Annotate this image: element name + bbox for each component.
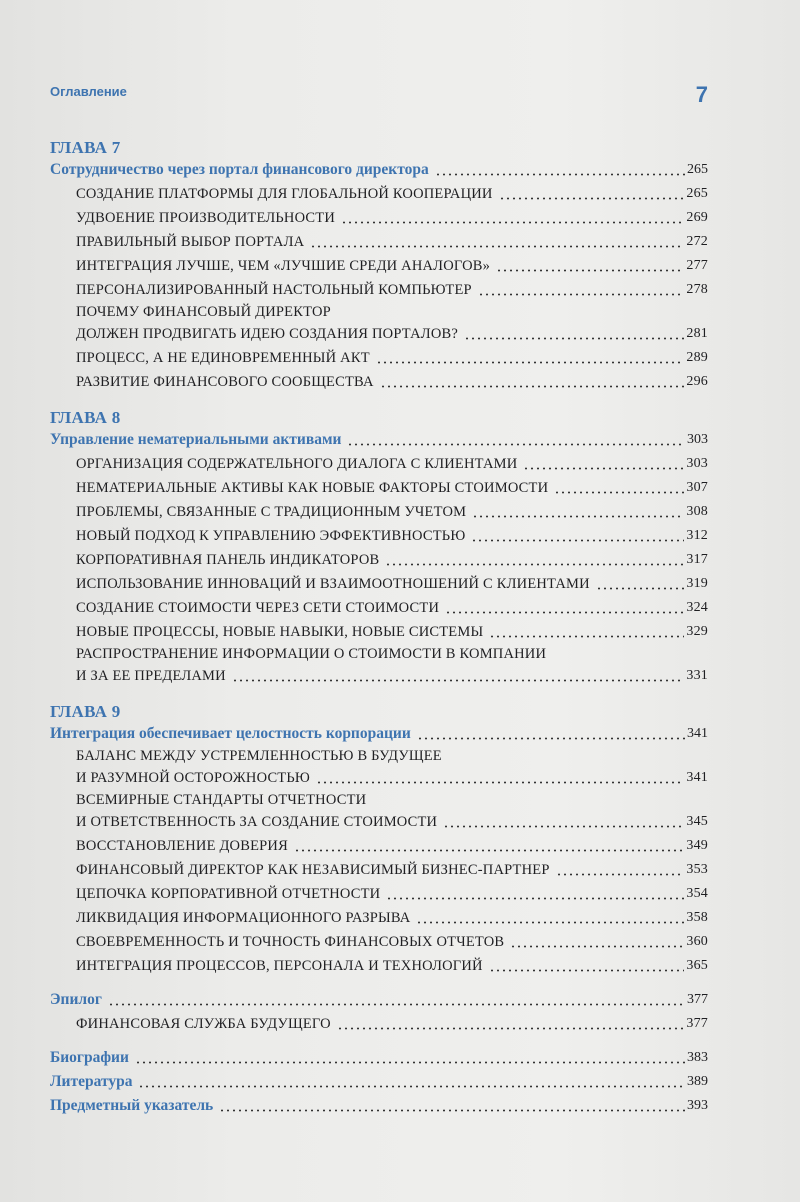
entry-text-line1: ВСЕМИРНЫЕ СТАНДАРТЫ ОТЧЕТНОСТИ — [76, 792, 367, 808]
dot-leader — [510, 945, 684, 948]
toc-entry[interactable] — [50, 906, 708, 930]
entry-text: РАЗВИТИЕ ФИНАНСОВОГО СООБЩЕСТВА — [76, 374, 374, 390]
toc-literature[interactable] — [50, 1070, 708, 1094]
dot-leader — [347, 443, 685, 446]
entry-text: ИНТЕГРАЦИЯ ПРОЦЕССОВ, ПЕРСОНАЛА И ТЕХНОЛОГИЙ — [76, 958, 483, 974]
dot-leader — [316, 781, 684, 784]
page-ref: 278 — [686, 282, 708, 297]
entry-text: ИСПОЛЬЗОВАНИЕ ИННОВАЦИЙ И ВЗАИМООТНОШЕНИЙ С КЛИЕНТАМИ — [76, 576, 590, 592]
toc-entry[interactable] — [50, 370, 708, 394]
entry-text: И РАЗУМНОЙ ОСТОРОЖНОСТЬЮ — [76, 770, 310, 786]
section-title: Предметный указатель — [50, 1097, 214, 1114]
entry-text: ЛИКВИДАЦИЯ ИНФОРМАЦИОННОГО РАЗРЫВА — [76, 910, 411, 926]
dot-leader — [376, 361, 685, 364]
toc-entry[interactable] — [50, 954, 708, 978]
entry-text: НОВЫЕ ПРОЦЕССЫ, НОВЫЕ НАВЫКИ, НОВЫЕ СИСТЕМЫ — [76, 624, 484, 640]
page-ref: 265 — [687, 162, 708, 177]
dot-leader — [232, 679, 685, 682]
section-title: Литература — [50, 1073, 133, 1090]
entry-text: И ЗА ЕЕ ПРЕДЕЛАМИ — [76, 668, 226, 684]
dot-leader — [108, 1003, 685, 1006]
dot-leader — [385, 563, 684, 566]
page-ref: 307 — [686, 480, 708, 495]
dot-leader — [416, 921, 684, 924]
page-ref: 317 — [686, 552, 708, 567]
page-ref: 289 — [686, 350, 708, 365]
toc-entry-multiline[interactable] — [50, 790, 708, 834]
toc-entry[interactable] — [50, 476, 708, 500]
toc-entry[interactable] — [50, 572, 708, 596]
toc-entry[interactable] — [50, 500, 708, 524]
dot-leader — [310, 245, 684, 248]
toc-chapter-title[interactable] — [50, 158, 708, 182]
page-number: 7 — [695, 82, 708, 107]
dot-leader — [471, 539, 684, 542]
toc-entry[interactable] — [50, 620, 708, 644]
page-ref: 365 — [686, 958, 708, 973]
dot-leader — [219, 1109, 685, 1112]
entry-text: УДВОЕНИЕ ПРОИЗВОДИТЕЛЬНОСТИ — [76, 210, 336, 226]
page-ref: 269 — [686, 210, 708, 225]
section-title: Биографии — [50, 1049, 129, 1066]
dot-leader — [499, 197, 685, 200]
toc-entry[interactable] — [50, 834, 708, 858]
toc-biographies[interactable] — [50, 1046, 708, 1070]
page-ref: 349 — [686, 838, 708, 853]
page-ref: 354 — [686, 886, 708, 901]
dot-leader — [464, 337, 684, 340]
entry-text: ЦЕПОЧКА КОРПОРАТИВНОЙ ОТЧЕТНОСТИ — [76, 886, 381, 902]
toc-entry[interactable] — [50, 858, 708, 882]
entry-text: ДОЛЖЕН ПРОДВИГАТЬ ИДЕЮ СОЗДАНИЯ ПОРТАЛОВ? — [76, 326, 458, 342]
page-ref: 341 — [687, 726, 708, 741]
dot-leader — [556, 873, 685, 876]
page-ref: 265 — [686, 186, 708, 201]
chapter-title: Интеграция обеспечивает целостность корпорации — [50, 725, 411, 742]
page-ref: 389 — [687, 1074, 708, 1089]
page-ref: 324 — [686, 600, 708, 615]
dot-leader — [380, 385, 685, 388]
chapter-title: Управление нематериальными активами — [50, 431, 342, 448]
toc-entry[interactable] — [50, 452, 708, 476]
dot-leader — [489, 969, 685, 972]
entry-text: ПРОБЛЕМЫ, СВЯЗАННЫЕ С ТРАДИЦИОННЫМ УЧЕТОМ — [76, 504, 467, 520]
page-ref: 281 — [686, 326, 708, 341]
entry-text: НЕМАТЕРИАЛЬНЫЕ АКТИВЫ КАК НОВЫЕ ФАКТОРЫ СТОИМОСТИ — [76, 480, 549, 496]
page-ref: 393 — [687, 1098, 708, 1113]
page-ref: 319 — [686, 576, 708, 591]
toc-entry[interactable] — [50, 278, 708, 302]
chapter-label: ГЛАВА 8 — [50, 408, 121, 427]
page-ref: 377 — [686, 1016, 708, 1031]
page-ref: 272 — [686, 234, 708, 249]
dot-leader — [472, 515, 684, 518]
dot-leader — [445, 611, 684, 614]
entry-text: ОРГАНИЗАЦИЯ СОДЕРЖАТЕЛЬНОГО ДИАЛОГА С КЛИЕНТАМИ — [76, 456, 518, 472]
toc-entry-multiline[interactable] — [50, 302, 708, 346]
page-ref: 308 — [686, 504, 708, 519]
toc-entry[interactable] — [50, 930, 708, 954]
toc-entry[interactable] — [50, 596, 708, 620]
dot-leader — [478, 293, 685, 296]
toc-chapter-title[interactable] — [50, 428, 708, 452]
dot-leader — [435, 173, 685, 176]
toc-entry[interactable] — [50, 882, 708, 906]
dot-leader — [496, 269, 684, 272]
page-ref: 296 — [686, 374, 708, 389]
entry-text: КОРПОРАТИВНАЯ ПАНЕЛЬ ИНДИКАТОРОВ — [76, 552, 380, 568]
toc-entry[interactable] — [50, 1012, 708, 1036]
dot-leader — [135, 1061, 685, 1064]
dot-leader — [417, 737, 685, 740]
page-ref: 345 — [686, 814, 708, 829]
toc-entry[interactable] — [50, 230, 708, 254]
page-ref: 358 — [686, 910, 708, 925]
toc-entry[interactable] — [50, 182, 708, 206]
dot-leader — [337, 1027, 685, 1030]
running-header: Оглавление — [50, 84, 127, 99]
page-ref: 303 — [686, 456, 708, 471]
entry-text: ИНТЕГРАЦИЯ ЛУЧШЕ, ЧЕМ «ЛУЧШИЕ СРЕДИ АНАЛОГОВ» — [76, 258, 491, 274]
entry-text: ПРАВИЛЬНЫЙ ВЫБОР ПОРТАЛА — [76, 234, 305, 250]
page-ref: 360 — [686, 934, 708, 949]
dot-leader — [294, 849, 684, 852]
page-ref: 341 — [686, 770, 708, 785]
entry-text: ПЕРСОНАЛИЗИРОВАННЫЙ НАСТОЛЬНЫЙ КОМПЬЮТЕР — [76, 282, 472, 298]
toc-entry[interactable] — [50, 254, 708, 278]
page-ref: 312 — [686, 528, 708, 543]
toc-entry[interactable] — [50, 548, 708, 572]
entry-text: СВОЕВРЕМЕННОСТЬ И ТОЧНОСТЬ ФИНАНСОВЫХ ОТЧЕТОВ — [76, 934, 505, 950]
dot-leader — [596, 587, 685, 590]
dot-leader — [554, 491, 684, 494]
toc-entry[interactable] — [50, 206, 708, 230]
toc-entry-multiline[interactable] — [50, 746, 708, 790]
entry-text: ПРОЦЕСС, А НЕ ЕДИНОВРЕМЕННЫЙ АКТ — [76, 350, 370, 366]
chapter-label: ГЛАВА 7 — [50, 138, 121, 157]
page-ref: 383 — [687, 1050, 708, 1065]
toc-entry[interactable] — [50, 346, 708, 370]
page-ref: 303 — [687, 432, 708, 447]
toc-entry-multiline[interactable] — [50, 644, 708, 688]
entry-text: И ОТВЕТСТВЕННОСТЬ ЗА СОЗДАНИЕ СТОИМОСТИ — [76, 814, 438, 830]
page-ref: 329 — [686, 624, 708, 639]
entry-text: ФИНАНСОВЫЙ ДИРЕКТОР КАК НЕЗАВИСИМЫЙ БИЗНЕС-ПАРТНЕР — [76, 862, 550, 878]
section-title: Эпилог — [50, 991, 102, 1008]
chapter-title: Сотрудничество через портал финансового директора — [50, 161, 429, 178]
entry-text: СОЗДАНИЕ СТОИМОСТИ ЧЕРЕЗ СЕТИ СТОИМОСТИ — [76, 600, 440, 616]
chapter-label: ГЛАВА 9 — [50, 702, 121, 721]
dot-leader — [386, 897, 684, 900]
dot-leader — [489, 635, 684, 638]
page-ref: 353 — [686, 862, 708, 877]
entry-text: СОЗДАНИЕ ПЛАТФОРМЫ ДЛЯ ГЛОБАЛЬНОЙ КООПЕРАЦИИ — [76, 186, 493, 202]
page-ref: 377 — [687, 992, 708, 1007]
toc-subject-index[interactable] — [50, 1094, 708, 1118]
entry-text-line1: БАЛАНС МЕЖДУ УСТРЕМЛЕННОСТЬЮ В БУДУЩЕЕ — [76, 748, 442, 764]
table-of-contents — [50, 138, 708, 1118]
dot-leader — [341, 221, 684, 224]
entry-text-line1: ПОЧЕМУ ФИНАНСОВЫЙ ДИРЕКТОР — [76, 304, 331, 320]
entry-text: ФИНАНСОВАЯ СЛУЖБА БУДУЩЕГО — [76, 1016, 331, 1032]
dot-leader — [138, 1085, 685, 1088]
toc-epilogue[interactable] — [50, 988, 708, 1012]
dot-leader — [523, 467, 684, 470]
entry-text-line1: РАСПРОСТРАНЕНИЕ ИНФОРМАЦИИ О СТОИМОСТИ В КОМПАНИИ — [76, 646, 547, 662]
page-ref: 277 — [686, 258, 708, 273]
dot-leader — [443, 825, 684, 828]
toc-chapter-title[interactable] — [50, 722, 708, 746]
entry-text: ВОССТАНОВЛЕНИЕ ДОВЕРИЯ — [76, 838, 288, 854]
page-ref: 331 — [686, 668, 708, 683]
toc-entry[interactable] — [50, 524, 708, 548]
entry-text: НОВЫЙ ПОДХОД К УПРАВЛЕНИЮ ЭФФЕКТИВНОСТЬЮ — [76, 528, 466, 544]
